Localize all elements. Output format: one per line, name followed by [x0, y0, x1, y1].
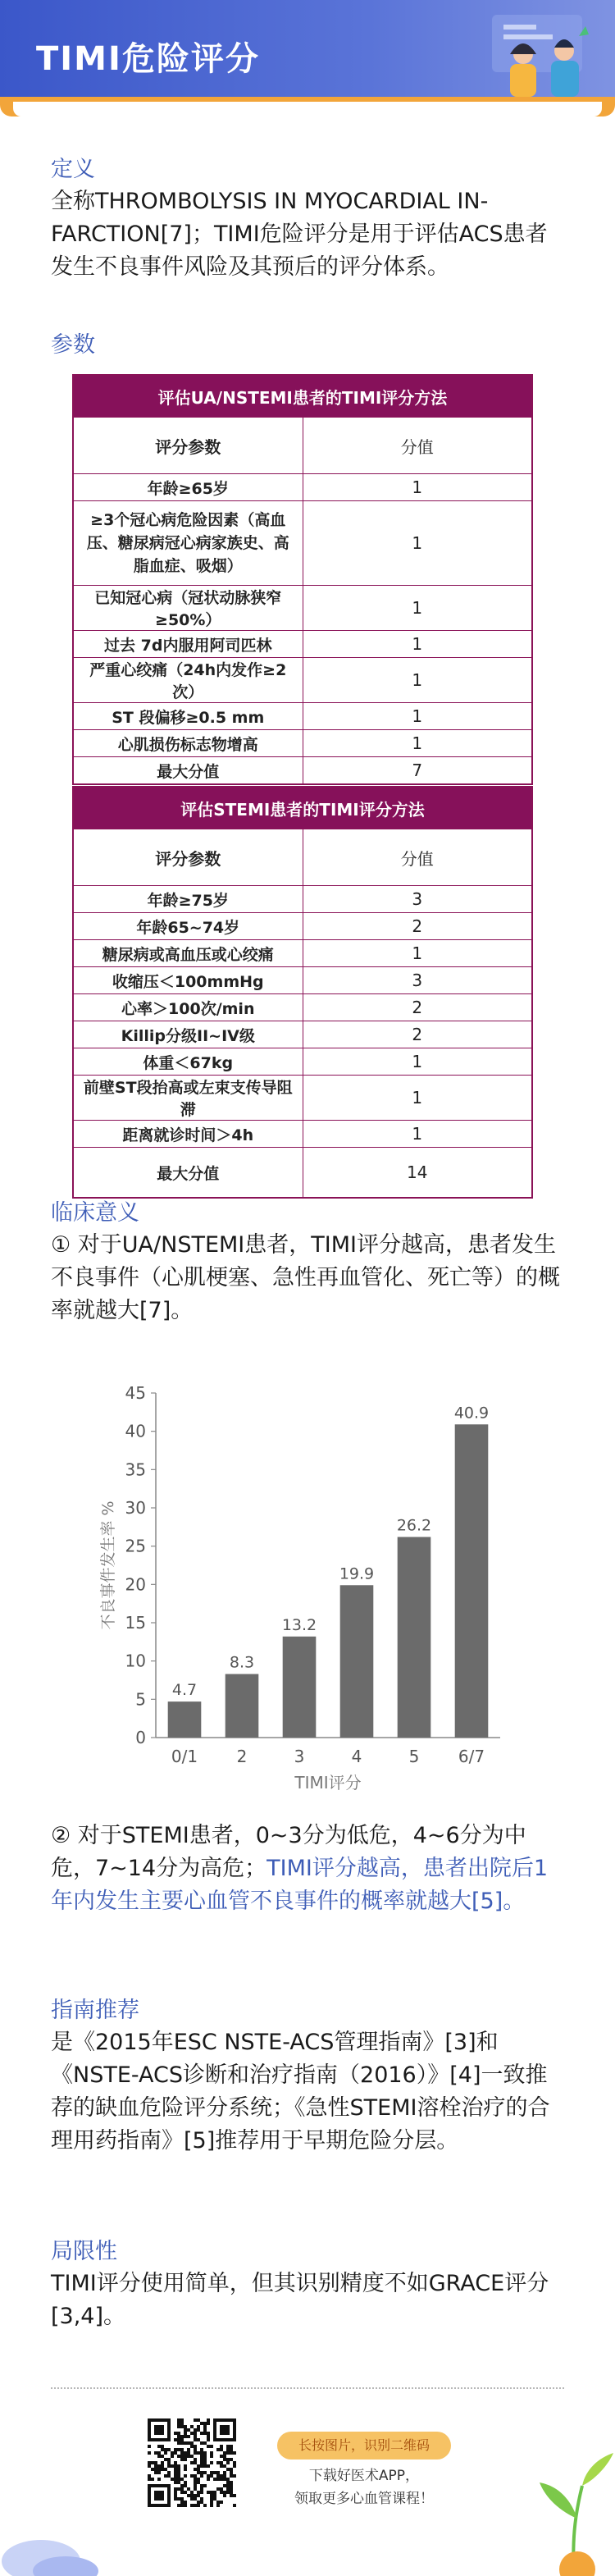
table-row-value: 1 [303, 1076, 532, 1121]
y-tick-label: 15 [125, 1613, 146, 1633]
y-tick-label: 5 [135, 1689, 146, 1710]
table-row-param: ≥3个冠心病危险因素（高血压、糖尿病冠心病家族史、高脂血症、吸烟） [73, 501, 303, 586]
y-tick-label: 35 [125, 1459, 146, 1480]
clinical-text-2 [51, 1820, 563, 1918]
y-axis-title: 不良事件发生率 % [99, 1500, 117, 1630]
table-row-param: 收缩压＜100mmHg [73, 967, 303, 994]
table-row-value: 3 [303, 886, 532, 913]
table-row-param: ST 段偏移≥0.5 mm [73, 703, 303, 730]
table-row-param: 前壁ST段抬高或左束支传导阻滞 [73, 1076, 303, 1121]
event-rate-bar-chart [90, 1377, 517, 1803]
table-row-value: 1 [303, 586, 532, 631]
y-tick-label: 0 [135, 1728, 146, 1747]
x-tick-label: 4 [351, 1747, 362, 1766]
table-row-value: 1 [303, 730, 532, 757]
table-row-param: 年龄65~74岁 [73, 913, 303, 940]
clinical-text-1: ① 对于UA/NSTEMI患者，TIMI评分越高，患者发生不良事件（心肌梗塞、急性再血管化、死亡等）的概率就越大[7]。 [51, 1232, 560, 1323]
y-tick-label: 40 [125, 1421, 146, 1441]
table-row-value: 2 [303, 994, 532, 1021]
header-banner [0, 0, 615, 105]
definition-text: 全称THROMBOLYSIS IN MYOCARDIAL IN-FARCTION[7]；TIMI危险评分是用于评估ACS患者发生不良事件风险及其预后的评分体系。 [51, 189, 548, 280]
bar-value-label: 26.2 [396, 1516, 432, 1535]
stemi-col-param: 评分参数 [73, 829, 303, 886]
nstemi-col-value: 分值 [303, 418, 532, 474]
table-row-value: 1 [303, 501, 532, 586]
table-row-value: 1 [303, 474, 532, 501]
table-row-value: 2 [303, 913, 532, 940]
table-row-value: 3 [303, 967, 532, 994]
table-row-param: Killip分级II~IV级 [73, 1021, 303, 1048]
page-title: TIMI危险评分 [36, 40, 260, 78]
chart-bar [398, 1537, 431, 1738]
clinical-text-2-highlight: TIMI评分越高，患者出院后1年内发生主要心血管不良事件的概率就越大[5]。 [51, 1856, 549, 1914]
stemi-max-value: 14 [303, 1148, 532, 1199]
footer-line-2: 领取更多心血管课程！ [294, 2491, 434, 2507]
table-row-param: 心肌损伤标志物增高 [73, 730, 303, 757]
chart-bar [226, 1674, 259, 1738]
bar-value-label: 19.9 [339, 1564, 375, 1583]
table-row-param: 距离就诊时间＞4h [73, 1121, 303, 1148]
footer-divider [51, 2387, 564, 2389]
footer-line-1: 下载好医术APP， [308, 2468, 420, 2484]
stemi-col-value: 分值 [303, 829, 532, 886]
y-tick-label: 45 [125, 1383, 146, 1403]
table-row-param: 心率＞100次/min [73, 994, 303, 1021]
stemi-table [72, 786, 533, 1199]
nstemi-table-title: 评估UA/NSTEMI患者的TIMI评分方法 [73, 375, 532, 418]
nstemi-max-value: 7 [303, 757, 532, 785]
nstemi-table [72, 374, 533, 785]
definition-title: 定义 [51, 157, 95, 182]
leaf-decoration-icon [0, 2510, 98, 2576]
table-row-param: 过去 7d内服用阿司匹林 [73, 631, 303, 658]
x-tick-label: 0/1 [171, 1747, 198, 1766]
guideline-text: 是《2015年ESC NSTE-ACS管理指南》[3]和《NSTE-ACS诊断和治疗指南（2016）》[4]一致推荐的缺血危险评分系统；《急性STEMI溶栓治疗的合理用药指南》[5]推荐用于早期危险分层。 [51, 2030, 550, 2154]
x-tick-label: 5 [408, 1747, 420, 1766]
y-tick-label: 20 [125, 1574, 146, 1595]
table-row-param: 严重心绞痛（24h内发作≥2次） [73, 658, 303, 703]
chart-bar [340, 1585, 374, 1738]
y-tick-label: 25 [125, 1536, 146, 1556]
chart-bar [168, 1701, 202, 1738]
params-title: 参数 [51, 332, 95, 358]
x-tick-label: 2 [236, 1747, 248, 1766]
bar-value-label: 8.3 [229, 1653, 255, 1672]
table-row-value: 1 [303, 703, 532, 730]
y-tick-label: 10 [125, 1651, 146, 1671]
chart-bar [455, 1424, 489, 1738]
header-accent-bar-inner [13, 102, 602, 116]
y-tick-label: 30 [125, 1498, 146, 1518]
chart-bar [283, 1637, 317, 1738]
nstemi-col-param: 评分参数 [73, 418, 303, 474]
limitation-text: TIMI评分使用简单，但其识别精度不如GRACE评分[3,4]。 [51, 2271, 549, 2329]
stemi-max-label: 最大分值 [73, 1148, 303, 1199]
x-axis-title: TIMI评分 [294, 1773, 362, 1793]
table-row-param: 年龄≥75岁 [73, 886, 303, 913]
bar-value-label: 13.2 [281, 1615, 317, 1634]
x-tick-label: 6/7 [458, 1747, 485, 1766]
table-row-value: 1 [303, 1121, 532, 1148]
qr-code-icon[interactable] [148, 2418, 236, 2507]
nstemi-max-label: 最大分值 [73, 757, 303, 785]
guideline-title: 指南推荐 [51, 1998, 139, 2023]
table-row-param: 年龄≥65岁 [73, 474, 303, 501]
scan-qr-badge: 长按图片，识别二维码 [277, 2432, 451, 2460]
table-row-value: 1 [303, 658, 532, 703]
footer-promo-text [277, 2464, 451, 2510]
bar-value-label: 4.7 [171, 1681, 198, 1700]
table-row-value: 1 [303, 1048, 532, 1076]
stemi-table-title: 评估STEMI患者的TIMI评分方法 [73, 787, 532, 829]
table-row-param: 已知冠心病（冠状动脉狭窄≥50%） [73, 586, 303, 631]
doctors-illustration-icon [487, 11, 594, 97]
table-row-param: 糖尿病或高血压或心绞痛 [73, 940, 303, 967]
table-row-value: 1 [303, 940, 532, 967]
clinical-text-2-plain: ② 对于STEMI患者，0~3分为低危，4~6分为中危，7~14分为高危； [51, 1823, 526, 1881]
table-row-value: 1 [303, 631, 532, 658]
table-row-param: 体重＜67kg [73, 1048, 303, 1076]
plant-decoration-icon [525, 2453, 615, 2576]
bar-value-label: 40.9 [453, 1404, 490, 1423]
clinical-title: 临床意义 [51, 1200, 139, 1226]
limitation-title: 局限性 [51, 2239, 117, 2264]
table-row-value: 2 [303, 1021, 532, 1048]
x-tick-label: 3 [294, 1747, 305, 1766]
